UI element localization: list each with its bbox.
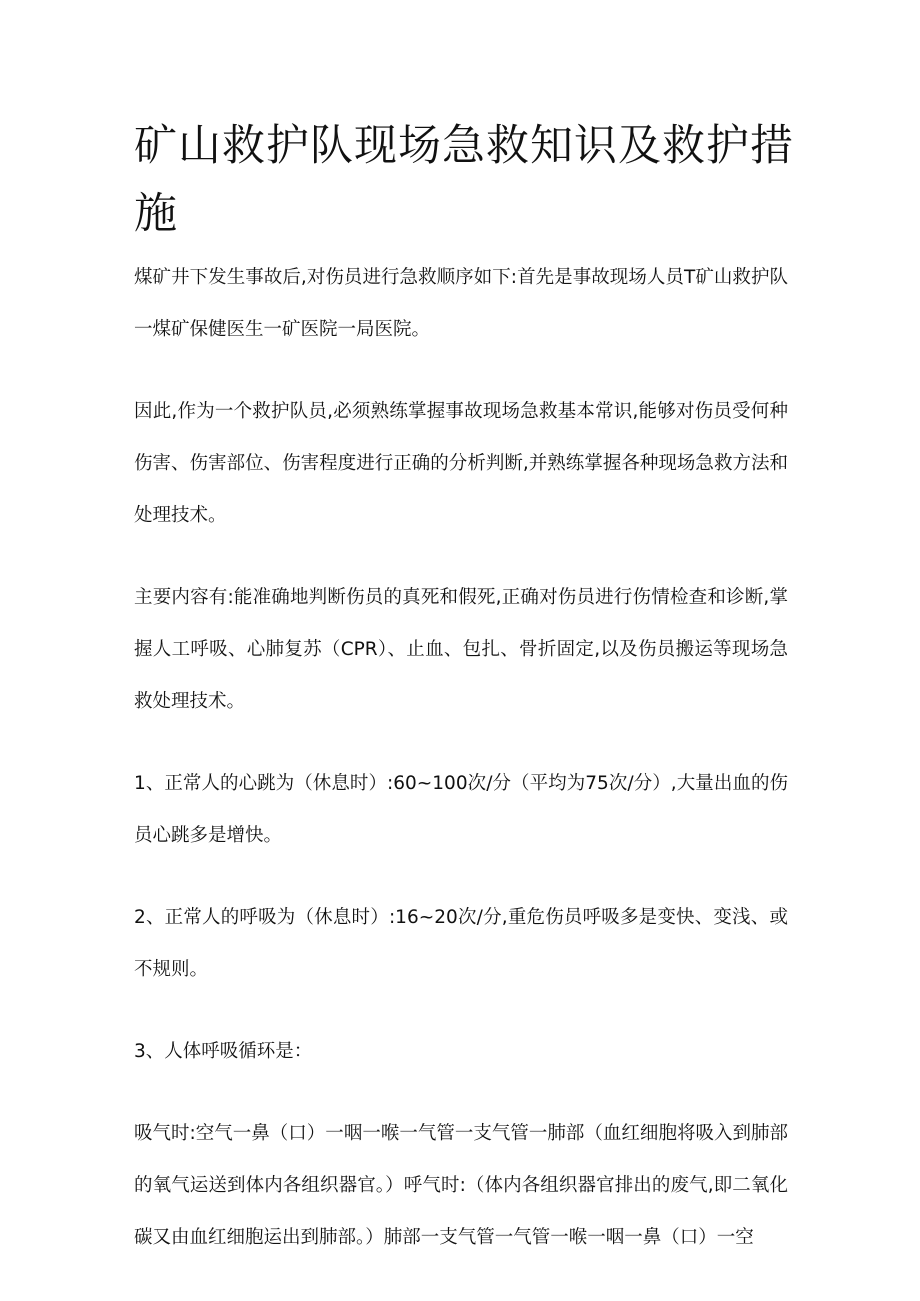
paragraph-respiration-rate: 2、正常人的呼吸为（休息时）:16~20次/分,重危伤员呼吸多是变快、变浅、或不规则。: [134, 907, 788, 980]
paragraph-respiration-cycle-heading: 3、人体呼吸循环是：: [134, 1041, 313, 1062]
paragraph-heart-rate: 1、正常人的心跳为（休息时）:60~100次/分（平均为75次/分）,大量出血的伤员心跳多是增快。: [134, 773, 788, 846]
paragraph-respiration-cycle: 吸气时:空气一鼻（口）一咽一喉一气管一支气管一肺部（血红细胞将吸入到肺部的氧气运送到体内各组织器官。）呼气时:（体内各组织器官排出的废气,即二氧化碳又由血红细胞运出到肺部。）肺部一支气管一气管一喉一咽一鼻（口）一空: [134, 1123, 788, 1248]
paragraph-rescuer-requirements: 因此,作为一个救护队员,必须熟练掌握事故现场急救基本常识,能够对伤员受何种伤害、伤害部位、伤害程度进行正确的分析判断,并熟练掌握各种现场急救方法和处理技术。: [134, 401, 788, 526]
paragraph-rescue-order: 煤矿井下发生事故后,对伤员进行急救顺序如下:首先是事故现场人员T矿山救护队一煤矿保健医生一矿医院一局医院。: [134, 267, 788, 340]
document-title: 矿山救护队现场急救知识及救护措施: [134, 121, 794, 239]
document-body: [134, 252, 788, 1264]
paragraph-main-content: 主要内容有:能准确地判断伤员的真死和假死,正确对伤员进行伤情检查和诊断,掌握人工呼吸、心肺复苏（CPR）、止血、包扎、骨折固定,以及伤员搬运等现场急救处理技术。: [134, 587, 788, 712]
